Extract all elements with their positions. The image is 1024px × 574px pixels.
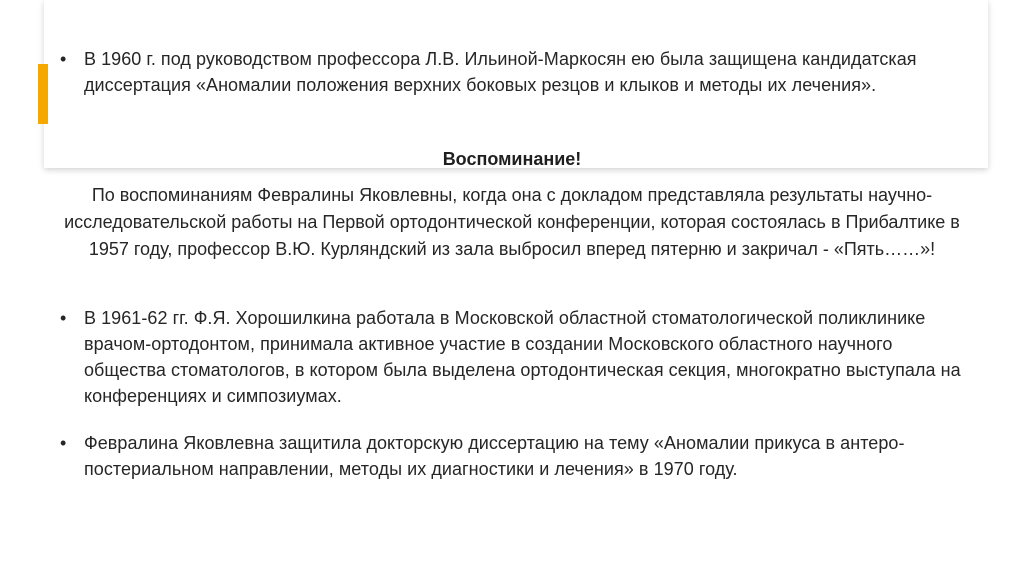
paragraph-1: В 1960 г. под руководством профессора Л.В. Ильиной-Маркосян ею была защищена кандидатская диссертация «Аномалии положения верхних боковых резцов и клыков и методы их лечения». bbox=[84, 49, 917, 95]
bullet-marker: • bbox=[60, 433, 67, 453]
bullet-item-3 bbox=[60, 430, 970, 482]
paragraph-2: В 1961-62 гг. Ф.Я. Хорошилкина работала в Московской областной стоматологической поликлинике врачом-ортодонтом, принимала активное участие в создании Московского областного научного общества стоматологов, в котором была выделена ортодонтическая секция, многократно выступала на конференциях и симпозиумах. bbox=[84, 308, 961, 406]
paragraph-3: Февралина Яковлевна защитила докторскую диссертацию на тему «Аномалии прикуса в антеро-постериальном направлении, методы их диагностики и лечения» в 1970 году. bbox=[84, 433, 905, 479]
memory-heading: Воспоминание! bbox=[442, 149, 582, 169]
bullet-marker: • bbox=[60, 49, 67, 69]
memory-paragraph: По воспоминаниям Февралины Яковлевны, когда она с докладом представляла результаты научно-исследовательской работы на Первой ортодонтической конференции, которая состоялась в Прибалтике в 1957 году, профессор В.Ю. Курляндский из зала выбросил вперед пятерню и закричал - «Пять……»! bbox=[64, 185, 960, 259]
bullet-item-2 bbox=[60, 305, 970, 409]
bullet-marker: • bbox=[60, 308, 67, 328]
bullet-item-1 bbox=[60, 46, 960, 98]
accent-bar bbox=[38, 64, 48, 124]
